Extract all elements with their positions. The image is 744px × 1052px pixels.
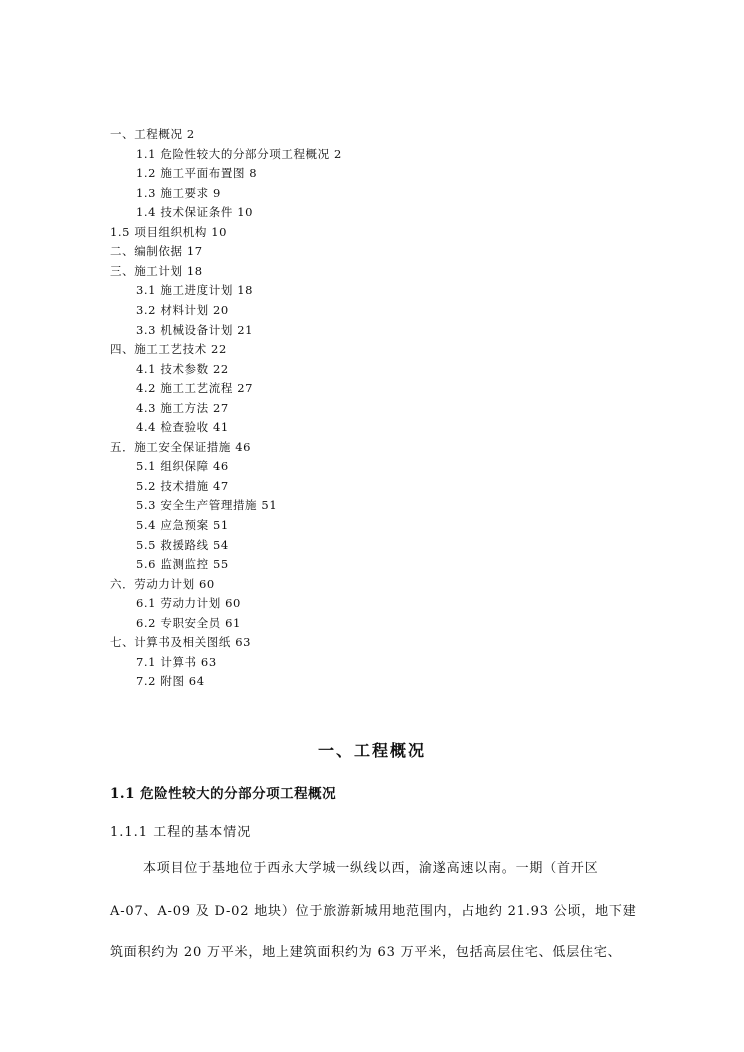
toc-entry[interactable]: 1.3 施工要求 9 bbox=[136, 185, 221, 200]
toc-entry[interactable]: 1.1 危险性较大的分部分项工程概况 2 bbox=[136, 146, 342, 161]
toc-entry[interactable]: 5.1 组织保障 46 bbox=[136, 459, 229, 474]
toc-entry[interactable]: 三、施工计划 18 bbox=[110, 263, 203, 278]
toc-entry[interactable]: 4.4 检查验收 41 bbox=[136, 420, 229, 435]
toc-entry[interactable]: 一、工程概况 2 bbox=[110, 127, 195, 141]
chapter-title: 一、工程概况 bbox=[317, 741, 426, 760]
toc-entry[interactable]: 3.1 施工进度计划 18 bbox=[136, 283, 254, 298]
toc-entry[interactable]: 4.1 技术参数 22 bbox=[136, 361, 229, 376]
toc-entry[interactable]: 七、计算书及相关图纸 63 bbox=[110, 635, 252, 650]
section-title: 1.1 危险性较大的分部分项工程概况 bbox=[110, 786, 337, 802]
toc-entry[interactable]: 5.4 应急预案 51 bbox=[136, 518, 229, 532]
toc-entry[interactable]: 五．施工安全保证措施 46 bbox=[110, 439, 252, 454]
toc-entry[interactable]: 6.1 劳动力计划 60 bbox=[136, 596, 241, 611]
toc-entry[interactable]: 六．劳动力计划 60 bbox=[110, 576, 215, 591]
paragraph-line: 筑面积约为 20 万平米，地上建筑面积约为 63 万平米，包括高层住宅、低层住宅、 bbox=[110, 945, 622, 960]
paragraph-line: A-07、A-09 及 D-02 地块）位于旅游新城用地范围内，占地约 21.93 公顷，地下建 bbox=[110, 904, 637, 919]
toc-entry[interactable]: 5.2 技术措施 47 bbox=[136, 478, 229, 493]
toc-entry[interactable]: 7.2 附图 64 bbox=[136, 674, 205, 689]
toc-entry[interactable]: 3.2 材料计划 20 bbox=[136, 302, 229, 317]
toc-entry[interactable]: 5.5 救援路线 54 bbox=[136, 537, 229, 552]
paragraph-line: 本项目位于基地位于西永大学城一纵线以西，渝遂高速以南。一期（首开区 bbox=[143, 861, 599, 876]
toc-entry[interactable]: 3.3 机械设备计划 21 bbox=[136, 322, 254, 337]
toc-entry[interactable]: 7.1 计算书 63 bbox=[136, 654, 217, 669]
toc-entry[interactable]: 4.2 施工工艺流程 27 bbox=[136, 381, 254, 396]
toc-entry[interactable]: 6.2 专职安全员 61 bbox=[136, 615, 241, 630]
toc-entry[interactable]: 5.3 安全生产管理措施 51 bbox=[136, 498, 278, 513]
toc-entry[interactable]: 5.6 监测监控 55 bbox=[136, 557, 229, 572]
toc-entry[interactable]: 4.3 施工方法 27 bbox=[136, 400, 229, 415]
toc-entry[interactable]: 四、施工工艺技术 22 bbox=[110, 342, 227, 357]
toc-entry[interactable]: 1.5 项目组织机构 10 bbox=[110, 224, 228, 239]
toc-entry[interactable]: 1.4 技术保证条件 10 bbox=[136, 205, 254, 220]
subsection-title: 1.1.1 工程的基本情况 bbox=[110, 825, 252, 840]
toc-entry[interactable]: 二、编制依据 17 bbox=[110, 244, 203, 259]
toc-entry[interactable]: 1.2 施工平面布置图 8 bbox=[136, 166, 258, 181]
